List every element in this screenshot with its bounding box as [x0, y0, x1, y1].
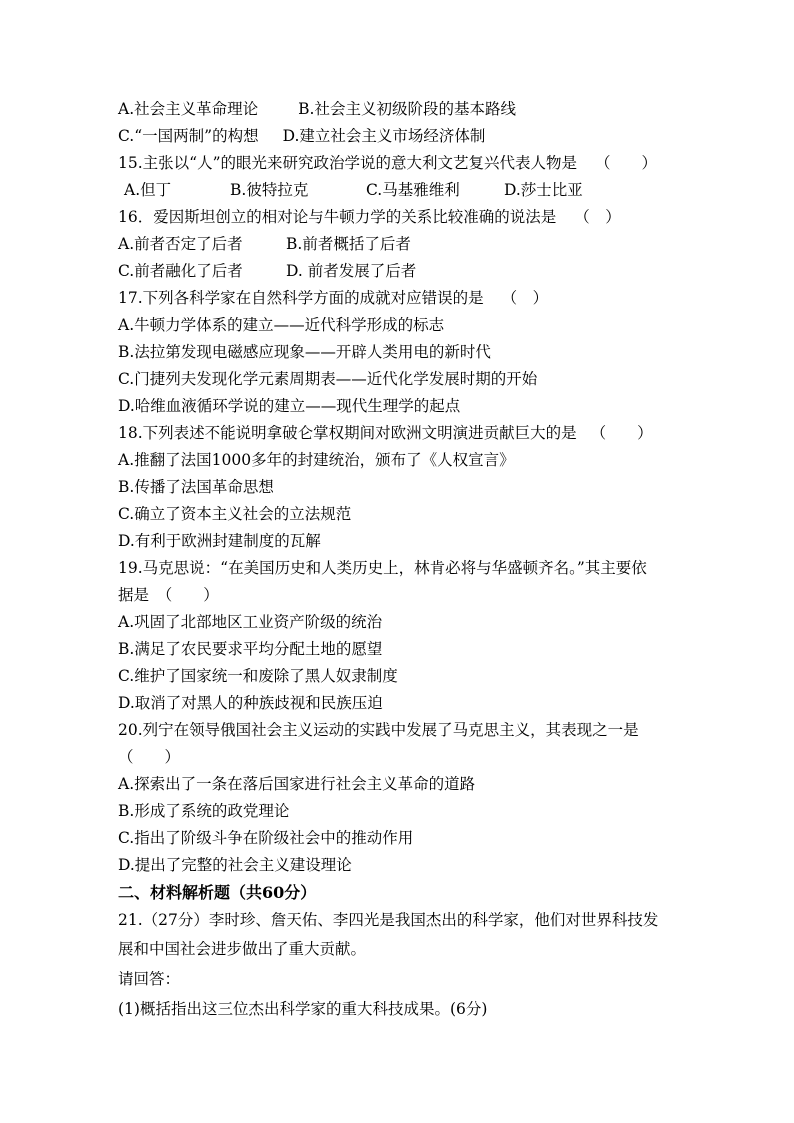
q16-option-a: A.前者否定了后者 [118, 235, 243, 253]
q18-option-b: B.传播了法国革命思想 [118, 478, 274, 496]
q20-blank: （ ） [118, 748, 181, 766]
q15-option-c: C.马基雅维利 [366, 181, 460, 199]
q21-subquestion-1: (1)概括指出这三位杰出科学家的重大科技成果。(6分) [118, 1000, 488, 1018]
q21-stem-line1: 21.（27分）李时珍、詹天佑、李四光是我国杰出的科学家，他们对世界科技发 [118, 911, 659, 929]
q17-option-b: B.法拉第发现电磁感应现象——开辟人类用电的新时代 [118, 343, 491, 361]
q20-stem: 20.列宁在领导俄国社会主义运动的实践中发展了马克思主义，其表现之一是 [118, 721, 639, 739]
q19-option-d: D.取消了对黑人的种族歧视和民族压迫 [118, 694, 383, 712]
q14-option-b: B.社会主义初级阶段的基本路线 [298, 100, 516, 118]
q20-option-c: C.指出了阶级斗争在阶级社会中的推动作用 [118, 829, 414, 847]
q16-stem [118, 204, 688, 231]
q19-stem-line2: 据是 （ ） [118, 586, 219, 604]
section-title: 二、材料解析题（共60分） [118, 883, 317, 902]
exam-page [118, 96, 688, 1024]
question-stem: 16．爱因斯坦创立的相对论与牛顿力学的关系比较准确的说法是 [118, 208, 557, 226]
q21-prompt: 请回答： [118, 970, 181, 988]
q18-stem [118, 420, 688, 447]
q14-options-row2 [118, 123, 688, 150]
q17-stem [118, 285, 688, 312]
q20-option-b: B.形成了系统的政党理论 [118, 802, 290, 820]
answer-blank: （ ） [590, 424, 653, 442]
q17-option-a: A.牛顿力学体系的建立——近代科学形成的标志 [118, 316, 445, 334]
q18-option-a: A.推翻了法国1000多年的封建统治，颁布了《人权宣言》 [118, 451, 515, 469]
q15-stem [118, 150, 688, 177]
q19-stem-line1: 19.马克思说：“在美国历史和人类历史上，林肯必将与华盛顿齐名。”其主要依 [118, 559, 647, 577]
q16-option-c: C.前者融化了后者 [118, 262, 243, 280]
q15-option-b: B.彼特拉克 [230, 181, 309, 199]
q16-option-d: D. 前者发展了后者 [286, 262, 417, 280]
q19-option-a: A.巩固了北部地区工业资产阶级的统治 [118, 613, 383, 631]
q14-option-d: D.建立社会主义市场经济体制 [282, 127, 486, 145]
q15-option-d: D.莎士比亚 [504, 181, 583, 199]
q17-option-c: C.门捷列夫发现化学元素周期表——近代化学发展时期的开始 [118, 370, 538, 388]
q14-option-a: A.社会主义革命理论 [118, 100, 259, 118]
q16-options-row1 [118, 231, 688, 258]
q15-options [118, 177, 688, 204]
q15-option-a: A.但丁 [124, 181, 172, 199]
q14-options-row1 [118, 96, 688, 123]
q20-option-a: A.探索出了一条在落后国家进行社会主义革命的道路 [118, 775, 476, 793]
question-stem: 15.主张以“人”的眼光来研究政治学说的意大利文艺复兴代表人物是 [118, 154, 578, 172]
question-stem: 17.下列各科学家在自然科学方面的成就对应错误的是 [118, 289, 484, 307]
q20-option-d: D.提出了完整的社会主义建设理论 [118, 856, 352, 874]
q17-option-d: D.哈维血液循环学说的建立——现代生理学的起点 [118, 397, 461, 415]
answer-blank: （ ） [501, 289, 549, 307]
q16-options-row2 [118, 258, 688, 285]
q19-option-b: B.满足了农民要求平均分配土地的愿望 [118, 640, 383, 658]
q19-option-c: C.维护了国家统一和废除了黑人奴隶制度 [118, 667, 398, 685]
q14-option-c: C.“一国两制”的构想 [118, 127, 259, 145]
answer-blank: （ ） [574, 208, 621, 226]
q21-stem-line2: 展和中国社会进步做出了重大贡献。 [118, 940, 367, 958]
q18-option-c: C.确立了资本主义社会的立法规范 [118, 505, 352, 523]
q18-option-d: D.有利于欧洲封建制度的瓦解 [118, 532, 321, 550]
answer-blank: （ ） [595, 154, 658, 172]
q16-option-b: B.前者概括了后者 [286, 235, 411, 253]
question-stem: 18.下列表述不能说明拿破仑掌权期间对欧洲文明演进贡献巨大的是 [118, 424, 577, 442]
